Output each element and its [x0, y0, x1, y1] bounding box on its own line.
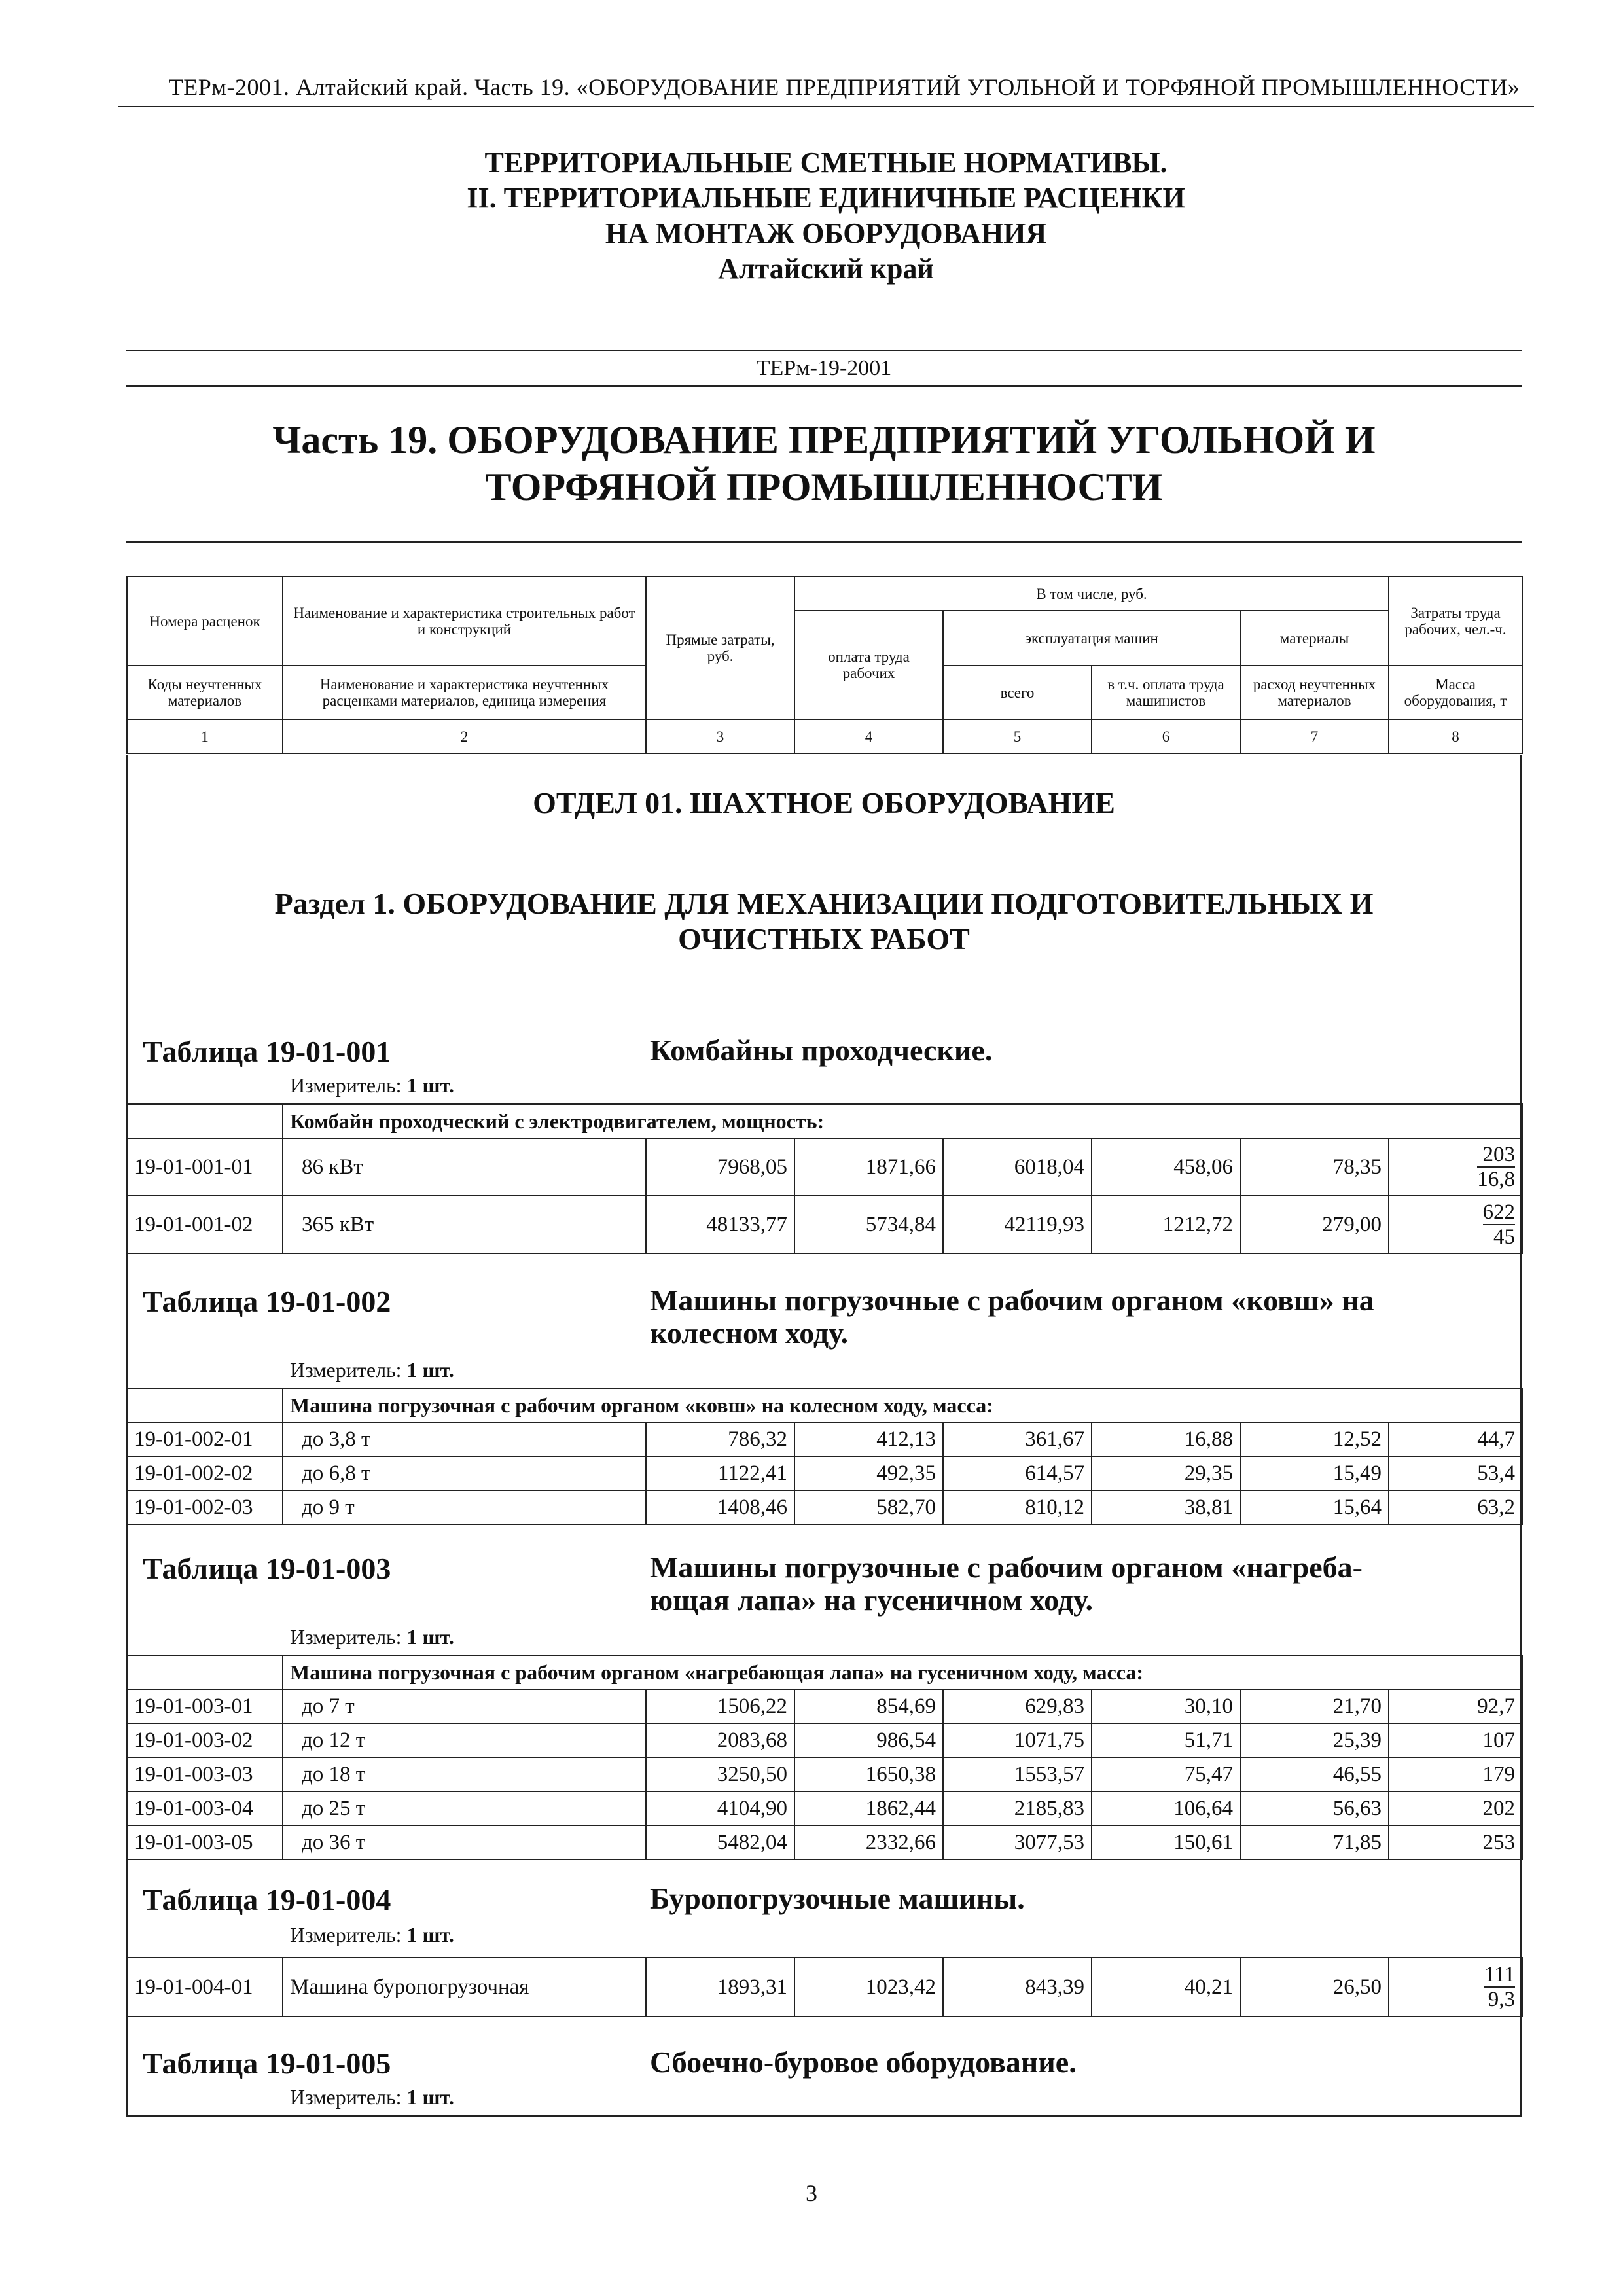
table-row — [127, 1196, 1522, 1253]
operators-wages: 1212,72 — [1092, 1196, 1240, 1253]
column-number: 6 — [1092, 719, 1240, 753]
materials: 21,70 — [1240, 1689, 1389, 1723]
table-name — [650, 1551, 1501, 1617]
table-row — [127, 1689, 1522, 1723]
machines-total: 42119,93 — [943, 1196, 1092, 1253]
wages: 1862,44 — [794, 1791, 943, 1825]
direct-cost: 1506,22 — [646, 1689, 794, 1723]
column-number: 4 — [794, 719, 943, 753]
column-header-table — [126, 576, 1523, 754]
labor-hours: 44,7 — [1389, 1422, 1522, 1456]
header-rule — [118, 106, 1534, 107]
rates-table — [126, 1655, 1523, 1860]
machines-total: 629,83 — [943, 1689, 1092, 1723]
table-name-line: Машины погрузочные с рабочим органом «ковш» на — [650, 1283, 1374, 1317]
direct-cost: 1408,46 — [646, 1490, 794, 1524]
rate-code: 19-01-003-02 — [127, 1723, 283, 1757]
header-work-name: Наименование и характеристика строительных работ и конструкций — [283, 577, 646, 666]
rate-name: до 18 т — [283, 1757, 646, 1791]
operators-wages: 30,10 — [1092, 1689, 1240, 1723]
measure — [290, 1358, 454, 1382]
labor-hours: 253 — [1389, 1825, 1522, 1859]
labor-hours: 202 — [1389, 1791, 1522, 1825]
table-name — [650, 1284, 1501, 1350]
header-wages: оплата труда рабочих — [794, 611, 943, 719]
group-heading: Машина погрузочная с рабочим органом «ковш» на колесном ходу, масса: — [283, 1388, 1522, 1422]
rate-code: 19-01-002-03 — [127, 1490, 283, 1524]
materials: 46,55 — [1240, 1757, 1389, 1791]
labor-mass — [1389, 1196, 1522, 1253]
table-name-line: колесном ходу. — [650, 1316, 849, 1350]
table-number: Таблица 19-01-003 — [143, 1552, 391, 1585]
operators-wages: 38,81 — [1092, 1490, 1240, 1524]
operators-wages: 150,61 — [1092, 1825, 1240, 1859]
measure-label: Измеритель: — [290, 1625, 402, 1649]
table-number: Таблица 19-01-005 — [143, 2047, 391, 2080]
rate-code: 19-01-002-01 — [127, 1422, 283, 1456]
rate-code: 19-01-001-02 — [127, 1196, 283, 1253]
equipment-mass: 45 — [1493, 1225, 1516, 1249]
table-row — [127, 1825, 1522, 1859]
column-number: 8 — [1389, 719, 1522, 753]
part-title-line: ТОРФЯНОЙ ПРОМЫШЛЕННОСТИ — [485, 465, 1163, 509]
operators-wages: 51,71 — [1092, 1723, 1240, 1757]
machines-total: 3077,53 — [943, 1825, 1092, 1859]
rate-name: до 3,8 т — [283, 1422, 646, 1456]
header-machines-total: всего — [943, 666, 1092, 719]
table-row — [127, 1958, 1522, 2017]
table-name: Буропогрузочные машины. — [650, 1882, 1025, 1915]
labor-hours: 53,4 — [1389, 1456, 1522, 1490]
materials: 15,49 — [1240, 1456, 1389, 1490]
rate-name: до 36 т — [283, 1825, 646, 1859]
measure — [290, 1073, 454, 1098]
rate-code: 19-01-003-01 — [127, 1689, 283, 1723]
table-name-line: Машины погрузочные с рабочим органом «нагреба- — [650, 1551, 1363, 1584]
labor-mass — [1389, 1138, 1522, 1196]
rate-name: до 9 т — [283, 1490, 646, 1524]
doc-title-region: Алтайский край — [718, 253, 934, 285]
header-materials: материалы — [1240, 611, 1389, 666]
measure-value: 1 шт. — [406, 1358, 454, 1382]
page-number: 3 — [806, 2180, 817, 2206]
wages: 412,13 — [794, 1422, 943, 1456]
column-number: 3 — [646, 719, 794, 753]
header-machines: эксплуатация машин — [943, 611, 1240, 666]
measure-value: 1 шт. — [406, 1625, 454, 1649]
doc-title-line: НА МОНТАЖ ОБОРУДОВАНИЯ — [605, 217, 1047, 249]
rates-table — [126, 1388, 1523, 1525]
wages: 1871,66 — [794, 1138, 943, 1196]
header-unaccounted-names: Наименование и характеристика неучтенных расценками материалов, единица измерения — [283, 666, 646, 719]
group-spacer — [127, 1388, 283, 1422]
doc-title-line: ТЕРРИТОРИАЛЬНЫЕ СМЕТНЫЕ НОРМАТИВЫ. — [484, 147, 1168, 179]
doc-title-line: II. ТЕРРИТОРИАЛЬНЫЕ ЕДИНИЧНЫЕ РАСЦЕНКИ — [467, 182, 1185, 214]
wages: 986,54 — [794, 1723, 943, 1757]
section-title-line: Раздел 1. ОБОРУДОВАНИЕ ДЛЯ МЕХАНИЗАЦИИ ПОДГОТОВИТЕЛЬНЫХ И — [274, 887, 1374, 920]
labor-hours: 111 — [1484, 1962, 1515, 1986]
machines-total: 361,67 — [943, 1422, 1092, 1456]
table-number: Таблица 19-01-002 — [143, 1285, 391, 1318]
group-spacer — [127, 1104, 283, 1138]
measure-value: 1 шт. — [406, 2085, 454, 2109]
direct-cost: 5482,04 — [646, 1825, 794, 1859]
machines-total: 1071,75 — [943, 1723, 1092, 1757]
materials: 279,00 — [1240, 1196, 1389, 1253]
labor-mass — [1389, 1958, 1522, 2017]
direct-cost: 786,32 — [646, 1422, 794, 1456]
header-operators: в т.ч. оплата труда машинистов — [1092, 666, 1240, 719]
machines-total: 6018,04 — [943, 1138, 1092, 1196]
direct-cost: 7968,05 — [646, 1138, 794, 1196]
measure-label: Измеритель: — [290, 2085, 402, 2109]
labor-hours: 622 — [1482, 1200, 1516, 1224]
header-including: В том числе, руб. — [794, 577, 1389, 611]
wages: 5734,84 — [794, 1196, 943, 1253]
column-number: 1 — [127, 719, 283, 753]
table-row — [127, 1490, 1522, 1524]
direct-cost: 48133,77 — [646, 1196, 794, 1253]
wages: 492,35 — [794, 1456, 943, 1490]
wages: 582,70 — [794, 1490, 943, 1524]
section-title-line: ОЧИСТНЫХ РАБОТ — [678, 922, 970, 956]
part-title-line: Часть 19. ОБОРУДОВАНИЕ ПРЕДПРИЯТИЙ УГОЛЬНОЙ И — [272, 418, 1376, 461]
wages: 854,69 — [794, 1689, 943, 1723]
rate-name: до 7 т — [283, 1689, 646, 1723]
materials: 56,63 — [1240, 1791, 1389, 1825]
wages: 1650,38 — [794, 1757, 943, 1791]
table-row — [127, 1757, 1522, 1791]
operators-wages: 40,21 — [1092, 1958, 1240, 2017]
group-heading: Машина погрузочная с рабочим органом «нагребающая лапа» на гусеничном ходу, масса: — [283, 1655, 1522, 1689]
measure-label: Измеритель: — [290, 1923, 402, 1946]
rates-table — [126, 1957, 1523, 2017]
operators-wages: 16,88 — [1092, 1422, 1240, 1456]
rate-name: до 25 т — [283, 1791, 646, 1825]
group-heading: Комбайн проходческий с электродвигателем, мощность: — [283, 1104, 1522, 1138]
header-unaccounted-codes: Коды неучтенных материалов — [127, 666, 283, 719]
machines-total: 614,57 — [943, 1456, 1092, 1490]
table-name: Сбоечно-буровое оборудование. — [650, 2045, 1077, 2079]
rate-code: 19-01-003-04 — [127, 1791, 283, 1825]
operators-wages: 29,35 — [1092, 1456, 1240, 1490]
machines-total: 843,39 — [943, 1958, 1092, 2017]
header-direct-costs: Прямые затраты, руб. — [646, 577, 794, 719]
direct-cost: 4104,90 — [646, 1791, 794, 1825]
table-row — [127, 1422, 1522, 1456]
measure — [290, 1625, 454, 1649]
materials: 15,64 — [1240, 1490, 1389, 1524]
part-rule — [126, 541, 1522, 543]
code-rule — [126, 350, 1522, 351]
code-rule — [126, 385, 1522, 387]
document-code: ТЕРм-19-2001 — [756, 356, 892, 380]
equipment-mass: 9,3 — [1488, 1987, 1515, 2011]
document-title — [118, 145, 1534, 287]
rate-code: 19-01-001-01 — [127, 1138, 283, 1196]
materials: 78,35 — [1240, 1138, 1389, 1196]
rate-name: 86 кВт — [283, 1138, 646, 1196]
header-equipment-mass: Масса оборудования, т — [1389, 666, 1522, 719]
section-title — [128, 886, 1520, 957]
table-number: Таблица 19-01-001 — [143, 1035, 391, 1068]
wages: 1023,42 — [794, 1958, 943, 2017]
rate-name: 365 кВт — [283, 1196, 646, 1253]
column-number: 5 — [943, 719, 1092, 753]
measure-label: Измеритель: — [290, 1073, 402, 1097]
table-number: Таблица 19-01-004 — [143, 1883, 391, 1916]
table-name: Комбайны проходческие. — [650, 1033, 993, 1067]
wages: 2332,66 — [794, 1825, 943, 1859]
direct-cost: 2083,68 — [646, 1723, 794, 1757]
operators-wages: 106,64 — [1092, 1791, 1240, 1825]
table-row — [127, 1723, 1522, 1757]
measure-value: 1 шт. — [406, 1923, 454, 1946]
machines-total: 2185,83 — [943, 1791, 1092, 1825]
rate-code: 19-01-003-05 — [127, 1825, 283, 1859]
rate-name: до 12 т — [283, 1723, 646, 1757]
measure — [290, 1923, 454, 1947]
machines-total: 810,12 — [943, 1490, 1092, 1524]
materials: 26,50 — [1240, 1958, 1389, 2017]
rates-table — [126, 1103, 1523, 1254]
labor-hours: 92,7 — [1389, 1689, 1522, 1723]
operators-wages: 75,47 — [1092, 1757, 1240, 1791]
machines-total: 1553,57 — [943, 1757, 1092, 1791]
table-row — [127, 1791, 1522, 1825]
header-labor: Затраты труда рабочих, чел.-ч. — [1389, 577, 1522, 666]
direct-cost: 1893,31 — [646, 1958, 794, 2017]
measure — [290, 2085, 454, 2109]
rate-code: 19-01-004-01 — [127, 1958, 283, 2017]
group-spacer — [127, 1655, 283, 1689]
materials: 71,85 — [1240, 1825, 1389, 1859]
labor-hours: 179 — [1389, 1757, 1522, 1791]
rate-name: Машина буропогрузочная — [283, 1958, 646, 2017]
part-title — [126, 416, 1522, 511]
labor-hours: 107 — [1389, 1723, 1522, 1757]
operators-wages: 458,06 — [1092, 1138, 1240, 1196]
materials: 25,39 — [1240, 1723, 1389, 1757]
header-rate-numbers: Номера расценок — [127, 577, 283, 666]
labor-hours: 63,2 — [1389, 1490, 1522, 1524]
equipment-mass: 16,8 — [1477, 1167, 1516, 1191]
direct-cost: 3250,50 — [646, 1757, 794, 1791]
rate-name: до 6,8 т — [283, 1456, 646, 1490]
column-number: 7 — [1240, 719, 1389, 753]
table-row — [127, 1138, 1522, 1196]
rate-code: 19-01-002-02 — [127, 1456, 283, 1490]
labor-hours: 203 — [1477, 1143, 1515, 1168]
table-row — [127, 1456, 1522, 1490]
measure-label: Измеритель: — [290, 1358, 402, 1382]
department-title: ОТДЕЛ 01. ШАХТНОЕ ОБОРУДОВАНИЕ — [533, 786, 1115, 819]
table-name-line: ющая лапа» на гусеничном ходу. — [650, 1583, 1093, 1617]
running-header: ТЕРм-2001. Алтайский край. Часть 19. «ОБОРУДОВАНИЕ ПРЕДПРИЯТИЙ УГОЛЬНОЙ И ТОРФЯНОЙ ПРОМЫШЛЕННОСТИ» — [168, 74, 1520, 100]
materials: 12,52 — [1240, 1422, 1389, 1456]
measure-value: 1 шт. — [406, 1073, 454, 1097]
header-unaccounted-materials: расход неучтенных материалов — [1240, 666, 1389, 719]
rate-code: 19-01-003-03 — [127, 1757, 283, 1791]
direct-cost: 1122,41 — [646, 1456, 794, 1490]
column-number: 2 — [283, 719, 646, 753]
